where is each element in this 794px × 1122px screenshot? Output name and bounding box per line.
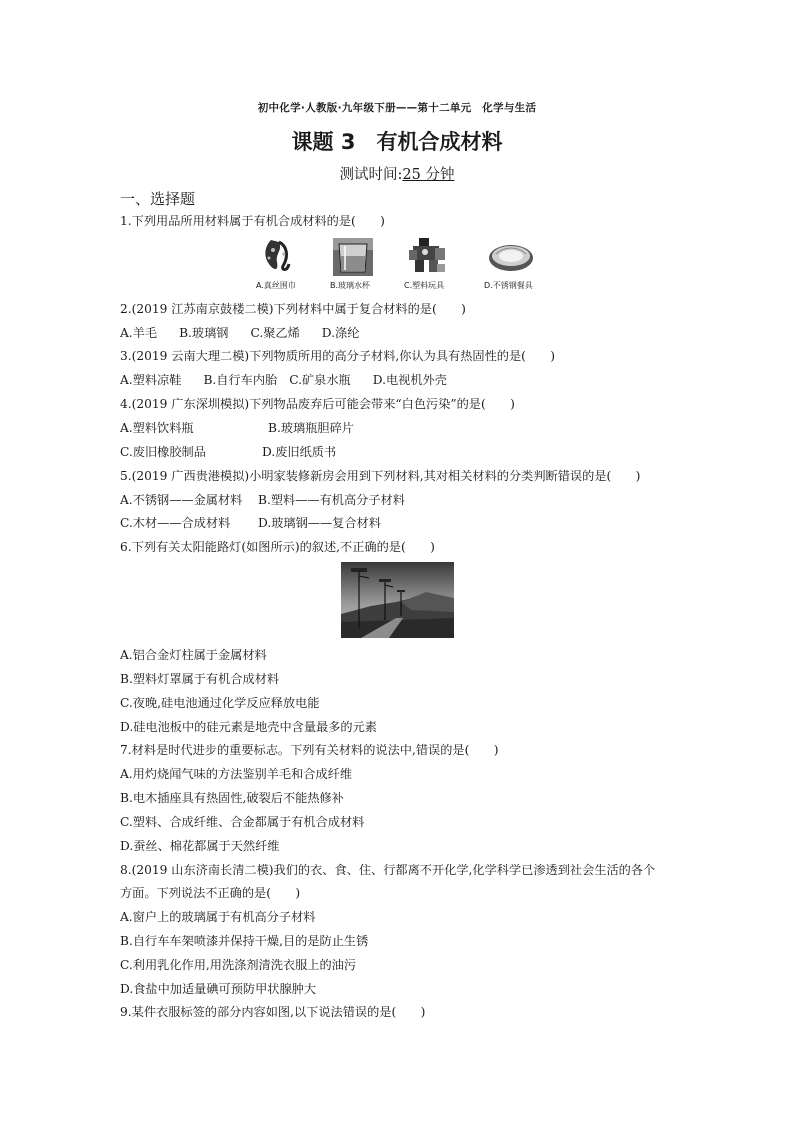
option-c: C.聚乙烯: [250, 326, 300, 340]
option-a: A.羊毛: [120, 326, 158, 340]
running-header: 初中化学·人教版·九年级下册——第十二单元 化学与生活: [257, 102, 537, 114]
scarf-icon: [257, 236, 301, 276]
question-7-option-d: D.蚕丝、棉花都属于天然纤维: [120, 839, 280, 853]
question-9-stem: 9.某件衣服标签的部分内容如图,以下说法错误的是( ): [120, 1005, 426, 1019]
option-c: C.废旧橡胶制品: [120, 445, 206, 459]
question-5-options-row1: [120, 493, 405, 507]
question-7-option-b: B.电木插座具有热固性,破裂后不能热修补: [120, 791, 344, 805]
question-8-option-d: D.食盐中加适量碘可预防甲状腺肿大: [120, 982, 317, 996]
question-6-stem: 6.下列有关太阳能路灯(如图所示)的叙述,不正确的是( ): [120, 540, 435, 554]
solar-street-lamp-photo: [341, 562, 454, 638]
question-8-option-b: B.自行车车架喷漆并保持干燥,目的是防止生锈: [120, 934, 369, 948]
question-2-options: [120, 326, 359, 340]
option-b: B.玻璃瓶胆碎片: [268, 421, 354, 435]
option-b: B.塑料——有机高分子材料: [258, 493, 405, 507]
question-6-option-c: C.夜晚,硅电池通过化学反应释放电能: [120, 696, 320, 710]
question-8-stem-continued: 方面。下列说法不正确的是( ): [120, 886, 301, 900]
option-c: C.木材——合成材料: [120, 516, 231, 530]
question-1-images: [0, 236, 794, 294]
question-7-stem: 7.材料是时代进步的重要标志。下列有关材料的说法中,错误的是( ): [120, 743, 499, 757]
option-a: A.不锈钢——金属材料: [120, 493, 243, 507]
option-b: B.玻璃钢: [179, 326, 229, 340]
option-a: A.塑料饮料瓶: [120, 421, 194, 435]
option-c: C.矿泉水瓶: [289, 373, 351, 387]
question-1-option-a-label: A.真丝围巾: [256, 281, 296, 290]
question-6-option-b: B.塑料灯罩属于有机合成材料: [120, 672, 280, 686]
question-1-option-b-label: B.玻璃水杯: [330, 281, 371, 290]
page-title: 课题 3 有机合成材料: [291, 130, 503, 154]
option-a: A.塑料凉鞋: [120, 373, 182, 387]
question-1-option-c-label: C.塑料玩具: [404, 281, 445, 290]
glass-cup-icon: [331, 236, 375, 276]
question-8-option-a: A.窗户上的玻璃属于有机高分子材料: [120, 910, 316, 924]
question-4-options-row1: [120, 421, 354, 435]
question-1-option-d-label: D.不锈钢餐具: [484, 281, 533, 290]
option-d: D.电视机外壳: [372, 373, 447, 387]
question-4-options-row2: [120, 445, 336, 459]
option-d: D.玻璃钢——复合材料: [258, 516, 381, 530]
question-7-option-a: A.用灼烧闻气味的方法鉴别羊毛和合成纤维: [120, 767, 353, 781]
question-3-options: [120, 373, 447, 387]
question-8-stem: 8.(2019 山东济南长清二模)我们的衣、食、住、行都离不开化学,化学科学已渗透到社会生活的各个: [120, 863, 656, 877]
section-heading: 一、选择题: [120, 190, 196, 208]
option-b: B.自行车内胎: [203, 373, 278, 387]
question-4-stem: 4.(2019 广东深圳模拟)下列物品废弃后可能会带来“白色污染”的是( ): [120, 397, 515, 411]
question-5-stem: 5.(2019 广西贵港模拟)小明家装修新房会用到下列材料,其对相关材料的分类判断错误的是( ): [120, 469, 641, 483]
question-2-stem: 2.(2019 江苏南京鼓楼二模)下列材料中属于复合材料的是( ): [120, 302, 466, 316]
option-d: D.涤纶: [321, 326, 360, 340]
question-5-options-row2: [120, 516, 381, 530]
question-6-option-a: A.铝合金灯柱属于金属材料: [120, 648, 267, 662]
plastic-toy-icon: [405, 236, 449, 276]
test-time: [0, 163, 794, 184]
test-time-label: 测试时间:: [339, 167, 403, 183]
question-6-option-d: D.硅电池板中的硅元素是地壳中含量最多的元素: [120, 720, 377, 734]
question-1-stem: 1.下列用品所用材料属于有机合成材料的是( ): [120, 214, 385, 228]
question-3-stem: 3.(2019 云南大理二模)下列物质所用的高分子材料,你认为具有热固性的是( ): [120, 349, 556, 363]
steel-dish-icon: [486, 236, 536, 276]
question-8-option-c: C.利用乳化作用,用洗涤剂清洗衣服上的油污: [120, 958, 357, 972]
option-d: D.废旧纸质书: [262, 445, 337, 459]
question-7-option-c: C.塑料、合成纤维、合金都属于有机合成材料: [120, 815, 365, 829]
test-time-value: 25 分钟: [402, 167, 455, 183]
